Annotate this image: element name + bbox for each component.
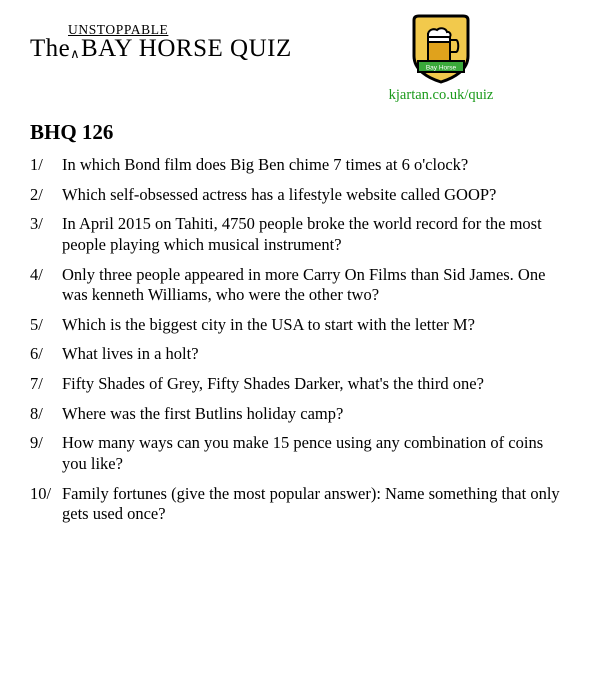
list-item	[30, 484, 560, 525]
question-text: Family fortunes (give the most popular answer): Name something that only gets used once?	[62, 483, 560, 524]
question-number: 5/	[30, 314, 43, 334]
title-the: The	[30, 35, 71, 62]
title-quiz-name: BAY HORSE QUIZ	[81, 35, 292, 62]
document-header	[22, 18, 578, 110]
quiz-id: BHQ 126	[30, 120, 114, 144]
question-number: 8/	[30, 403, 43, 423]
list-item	[30, 265, 560, 306]
question-text: Where was the first Butlins holiday camp?	[62, 403, 344, 423]
question-text: How many ways can you make 15 pence using any combination of coins you like?	[62, 433, 544, 473]
question-text: What lives in a holt?	[62, 344, 199, 364]
title-block	[30, 22, 370, 62]
question-number: 10/	[30, 483, 52, 503]
question-text: Fifty Shades of Grey, Fifty Shades Darker, what's the third one?	[62, 374, 484, 393]
question-number: 1/	[30, 155, 43, 174]
question-number: 7/	[30, 374, 43, 393]
question-number: 2/	[30, 184, 43, 204]
question-number: 9/	[30, 433, 43, 453]
site-url-text: kjartan.co.uk/quiz	[388, 87, 494, 103]
bay-horse-badge-icon	[410, 14, 472, 84]
question-text: In April 2015 on Tahiti, 4750 people broke the world record for the most people playing which musical instrument?	[62, 214, 542, 254]
list-item	[30, 374, 560, 395]
svg-text:Bay Horse: Bay Horse	[425, 64, 457, 72]
question-list	[22, 155, 578, 525]
logo-block	[356, 14, 526, 104]
list-item	[30, 433, 560, 474]
question-text: Only three people appeared in more Carry On Films than Sid James. One was kenneth Williams, who were the other two?	[62, 264, 546, 305]
list-item	[30, 155, 560, 176]
list-item	[30, 185, 560, 206]
list-item	[30, 315, 560, 336]
question-text: Which is the biggest city in the USA to start with the letter M?	[62, 314, 475, 334]
list-item	[30, 344, 560, 365]
question-text: In which Bond film does Big Ben chime 7 times at 6 o'clock?	[62, 155, 469, 174]
kicker-text: UNSTOPPABLE	[68, 22, 169, 37]
caret-mark: ∧	[70, 46, 80, 61]
question-text: Which self-obsessed actress has a lifestyle website called GOOP?	[62, 184, 497, 204]
question-number: 6/	[30, 344, 43, 364]
question-number: 4/	[30, 264, 43, 284]
page-title	[30, 36, 370, 61]
list-item	[30, 404, 560, 425]
list-item	[30, 214, 560, 255]
question-number: 3/	[30, 214, 43, 234]
